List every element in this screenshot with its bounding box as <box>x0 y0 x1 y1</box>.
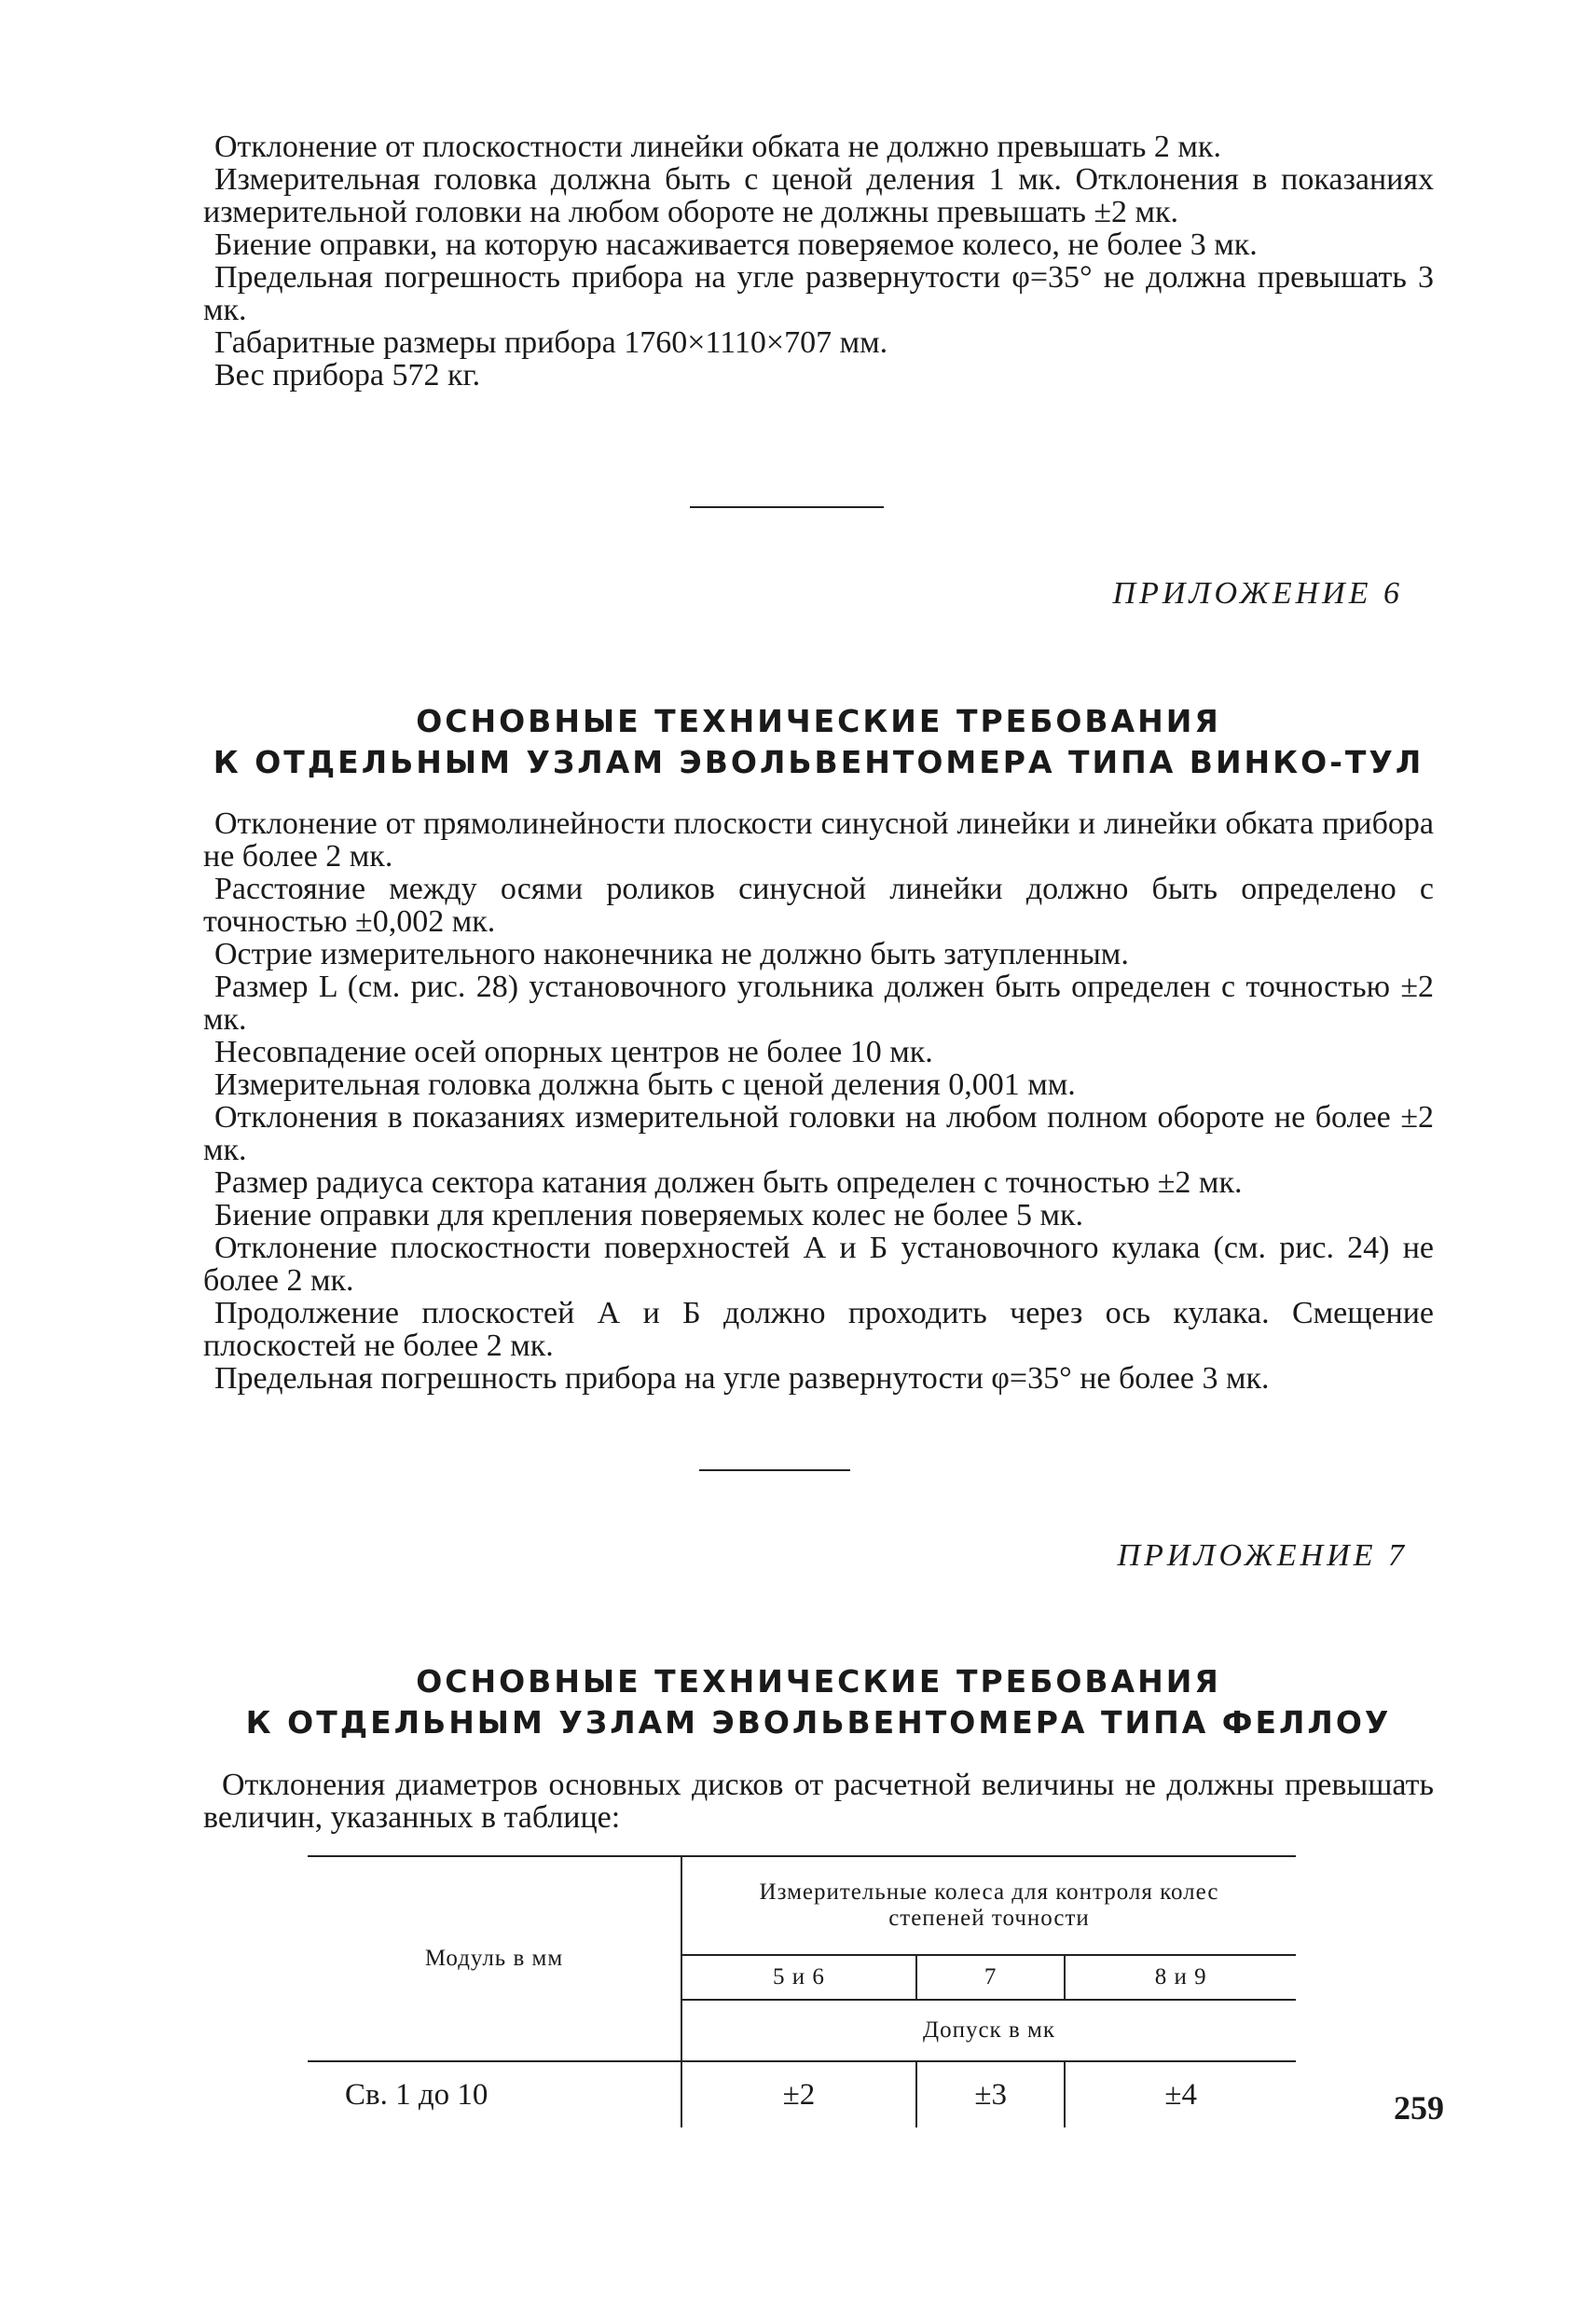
table-row <box>308 2061 1296 2127</box>
paragraph: Габаритные размеры прибора 1760×1110×707 мм. <box>214 325 888 360</box>
subcol-header: 5 и 6 <box>681 1955 916 2000</box>
paragraph: Отклонения в показаниях измерительной головки на любом полном обороте не более ±2 мк. <box>203 1100 1434 1167</box>
appendix-6-title-line-2: К ОТДЕЛЬНЫМ УЗЛАМ ЭВОЛЬВЕНТОМЕРА ТИПА ВИНКО-ТУЛ <box>213 744 1424 780</box>
paragraph: Биение оправки для крепления поверяемых колес не более 5 мк. <box>214 1198 1084 1232</box>
section-divider <box>699 1469 850 1471</box>
paragraph: Отклонение от прямолинейности плоскости синусной линейки и линейки обката прибора не более 2 мк. <box>203 806 1434 874</box>
unit-header: Допуск в мк <box>923 2017 1055 2043</box>
module-header: Модуль в мм <box>308 1856 681 2061</box>
page-number: 259 <box>1394 2089 1444 2127</box>
appendix-7-title-line-2: К ОТДЕЛЬНЫМ УЗЛАМ ЭВОЛЬВЕНТОМЕРА ТИПА ФЕЛЛОУ <box>245 1704 1392 1741</box>
paragraph: Биение оправки, на которую насаживается поверяемое колесо, не более 3 мк. <box>214 227 1258 262</box>
appendix-6-title <box>203 701 1434 783</box>
tolerance-cell: ±4 <box>1065 2061 1296 2127</box>
tolerance-cell: ±3 <box>916 2061 1065 2127</box>
appendix-7-intro-block <box>203 1769 1434 1834</box>
paragraph: Продолжение плоскостей А и Б должно проходить через ось кулака. Смещение плоскостей не более 2 мк. <box>203 1296 1434 1363</box>
appendix-7-label: ПРИЛОЖЕНИЕ 7 <box>1117 1538 1408 1573</box>
paragraph: Вес прибора 572 кг. <box>214 358 481 392</box>
subcol-header: 8 и 9 <box>1065 1955 1296 2000</box>
paragraph: Несовпадение осей опорных центров не более 10 мк. <box>214 1035 933 1069</box>
paragraph: Предельная погрешность прибора на угле развернутости φ=35° не более 3 мк. <box>214 1361 1270 1396</box>
paragraph: Предельная погрешность прибора на угле развернутости φ=35° не должна превышать 3 мк. <box>203 260 1434 327</box>
paragraph: Измерительная головка должна быть с ценой деления 1 мк. Отклонения в показаниях измерительной головки на любом обороте не должны превышать ±2 мк. <box>203 162 1434 229</box>
group-header: Измерительные колеса для контроля колес степеней точности <box>681 1856 1296 1955</box>
appendix-6-title-line-1: ОСНОВНЫЕ ТЕХНИЧЕСКИЕ ТРЕБОВАНИЯ <box>416 703 1221 739</box>
paragraph: Отклонение плоскостности поверхностей А и Б установочного кулака (см. рис. 24) не более 2 мк. <box>203 1231 1434 1298</box>
paragraph: Размер L (см. рис. 28) установочного угольника должен быть определен с точностью ±2 мк. <box>203 970 1434 1037</box>
appendix-7-title-line-1: ОСНОВНЫЕ ТЕХНИЧЕСКИЕ ТРЕБОВАНИЯ <box>416 1663 1221 1700</box>
module-cell: Св. 1 до 10 <box>308 2061 681 2127</box>
top-section <box>203 131 1434 392</box>
appendix-6-label: ПРИЛОЖЕНИЕ 6 <box>1112 576 1403 611</box>
paragraph: Отклонение от плоскостности линейки обката не должно превышать 2 мк. <box>214 130 1221 164</box>
appendix-7-intro: Отклонения диаметров основных дисков от расчетной величины не должны превышать величин, указанных в таблице: <box>203 1768 1434 1835</box>
tolerance-table <box>308 1855 1296 2127</box>
appendix-7-title <box>203 1661 1434 1743</box>
tolerance-cell: ±2 <box>681 2061 916 2127</box>
section-divider <box>690 506 884 508</box>
paragraph: Измерительная головка должна быть с ценой деления 0,001 мм. <box>214 1067 1076 1102</box>
paragraph: Размер радиуса сектора катания должен быть определен с точностью ±2 мк. <box>214 1165 1243 1200</box>
subcol-header: 7 <box>916 1955 1065 2000</box>
paragraph: Острие измерительного наконечника не должно быть затупленным. <box>214 937 1129 971</box>
appendix-6-body <box>203 807 1434 1395</box>
paragraph: Расстояние между осями роликов синусной линейки должно быть определено с точностью ±0,002 мк. <box>203 872 1434 939</box>
